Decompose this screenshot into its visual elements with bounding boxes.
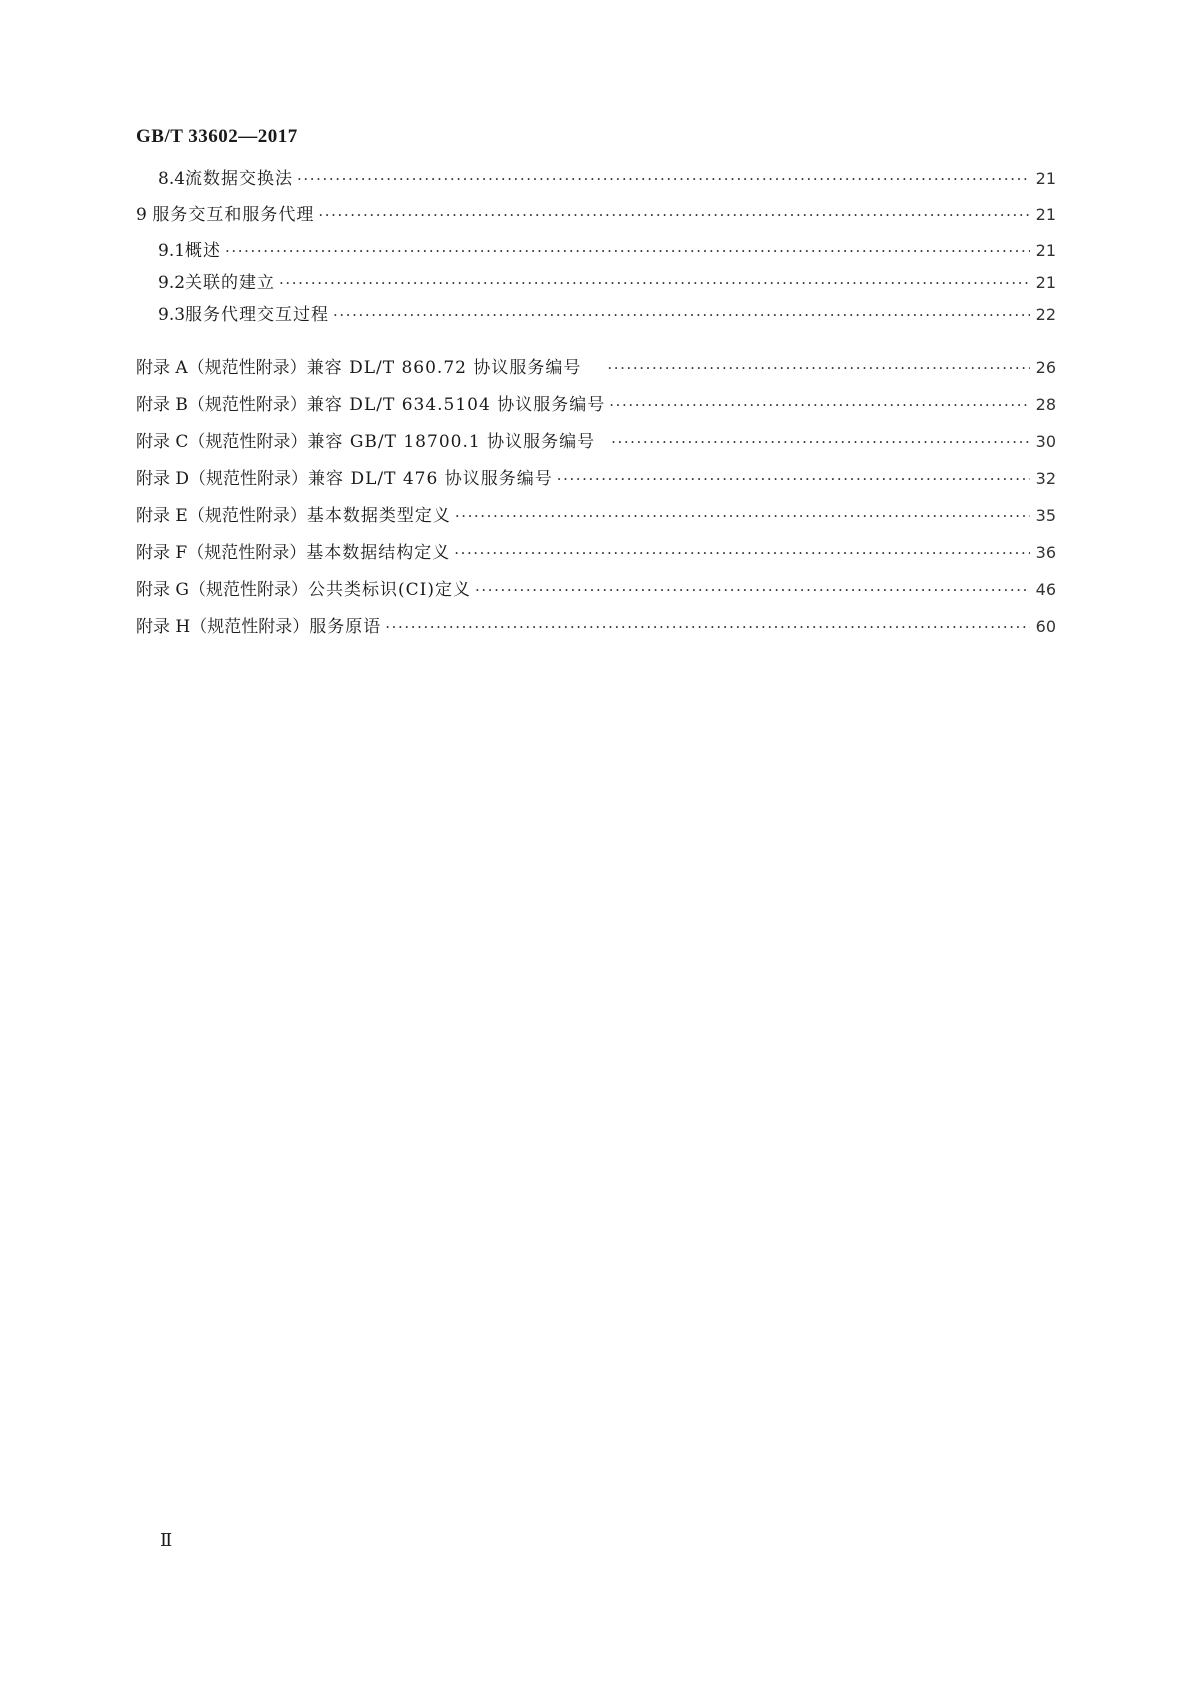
page-number: Ⅱ: [160, 1530, 173, 1550]
dot-leader: [279, 272, 1030, 294]
toc-entry-number: 9.1: [158, 241, 186, 261]
toc-entry-number: 附录 G（规范性附录）: [136, 580, 308, 600]
toc-entry-title: 基本数据结构定义: [306, 543, 451, 563]
toc-entry-title: 关联的建立: [185, 273, 276, 293]
dot-leader: [225, 240, 1030, 262]
toc-entry-page: 21: [1035, 273, 1056, 292]
toc-entry-title: 服务代理交互过程: [185, 305, 330, 325]
dot-leader: [475, 579, 1030, 601]
toc-entry-9-2[interactable]: [158, 272, 1056, 294]
dot-leader: [455, 505, 1030, 527]
toc-entry-number: 附录 F（规范性附录）: [136, 543, 307, 563]
toc-entry-page: 21: [1035, 169, 1056, 188]
toc-entry-annex-a[interactable]: [136, 357, 1056, 379]
toc-entry-title: 公共类标识(CI)定义: [307, 580, 471, 600]
toc-entry-title: 流数据交换法: [185, 169, 294, 189]
toc-entry-title: 服务原语: [309, 617, 382, 637]
toc-entry-page: 35: [1035, 506, 1056, 525]
toc-entry-number: 9: [136, 205, 147, 225]
standard-code-header: GB/T 33602—2017: [136, 126, 298, 147]
toc-entry-page: 60: [1035, 617, 1056, 636]
toc-entry-number: 附录 A（规范性附录）: [136, 358, 307, 378]
toc-entry-page: 22: [1035, 305, 1056, 324]
toc-entry-number: 附录 E（规范性附录）: [136, 506, 307, 526]
toc-entry-annex-h[interactable]: [136, 616, 1056, 638]
dot-leader: [607, 357, 1029, 379]
dot-leader: [385, 616, 1029, 638]
toc-entry-page: 21: [1035, 205, 1056, 224]
toc-entry-page: 46: [1035, 580, 1056, 599]
dot-leader: [297, 168, 1030, 190]
dot-leader: [333, 304, 1030, 326]
toc-entry-number: 9.3: [158, 305, 186, 325]
toc-entry-title: 基本数据类型定义: [306, 506, 451, 526]
toc-entry-9[interactable]: [136, 204, 1056, 226]
toc-entry-annex-g[interactable]: [136, 579, 1056, 601]
toc-entry-annex-d[interactable]: [136, 468, 1056, 490]
toc-entry-page: 36: [1035, 543, 1056, 562]
toc-entry-page: 32: [1035, 469, 1056, 488]
toc-entry-annex-c[interactable]: [136, 431, 1056, 453]
toc-entry-8-4[interactable]: [158, 168, 1056, 190]
toc-entry-page: 30: [1035, 432, 1056, 451]
toc-entry-number: 附录 B（规范性附录）: [136, 395, 307, 415]
toc-entry-number: 附录 D（规范性附录）: [136, 469, 309, 489]
toc-entry-title: 兼容 DL/T 476 协议服务编号: [308, 469, 553, 489]
toc-entry-title: 概述: [185, 241, 222, 261]
toc-entry-page: 21: [1035, 241, 1056, 260]
toc-entry-number: 8.4: [158, 169, 186, 189]
toc-entry-number: 9.2: [158, 273, 186, 293]
dot-leader: [318, 204, 1029, 226]
toc-entry-title: 兼容 DL/T 634.5104 协议服务编号: [306, 395, 606, 415]
dot-leader: [611, 431, 1030, 453]
toc-entry-annex-b[interactable]: [136, 394, 1056, 416]
toc-entry-annex-e[interactable]: [136, 505, 1056, 527]
toc-entry-page: 26: [1035, 358, 1056, 377]
toc-entry-9-3[interactable]: [158, 304, 1056, 326]
toc-entry-title: 兼容 DL/T 860.72 协议服务编号: [306, 358, 582, 378]
toc-entry-number: 附录 C（规范性附录）: [136, 432, 308, 452]
dot-leader: [557, 468, 1030, 490]
dot-leader: [609, 394, 1029, 416]
toc-entry-title: 服务交互和服务代理: [152, 205, 315, 225]
toc-entry-9-1[interactable]: [158, 240, 1056, 262]
dot-leader: [454, 542, 1029, 564]
toc-entry-page: 28: [1035, 395, 1056, 414]
toc-entry-title: 兼容 GB/T 18700.1 协议服务编号: [307, 432, 596, 452]
toc-entry-number: 附录 H（规范性附录）: [136, 617, 310, 637]
toc-entry-annex-f[interactable]: [136, 542, 1056, 564]
